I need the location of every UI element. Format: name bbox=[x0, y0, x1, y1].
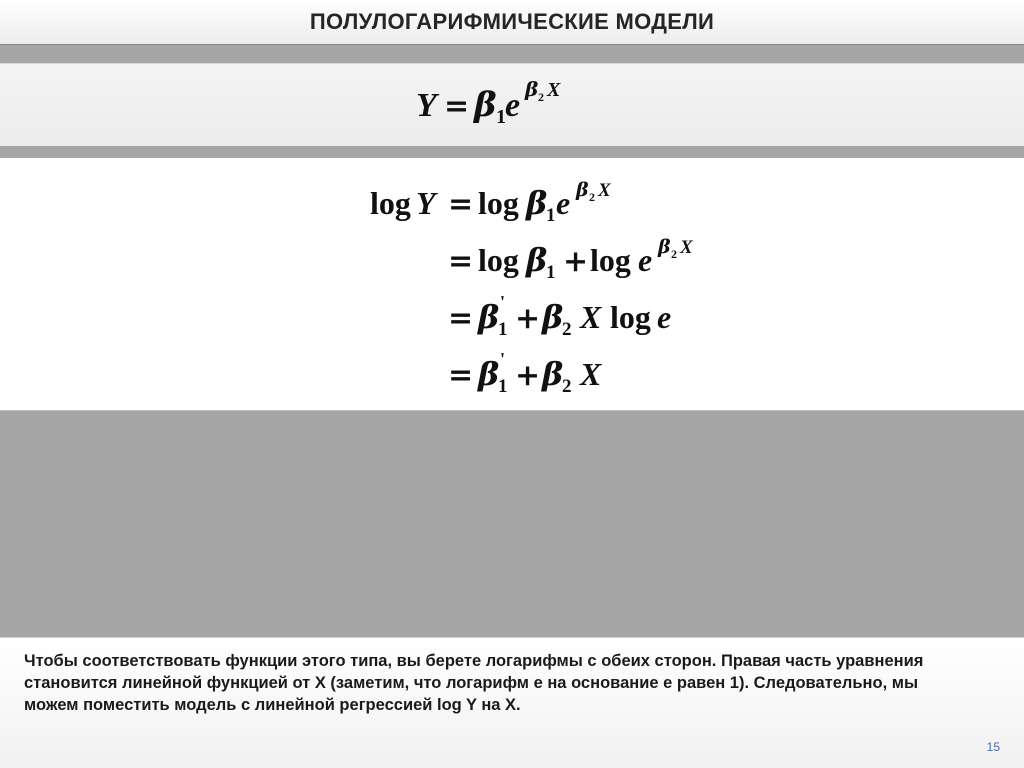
title-bar bbox=[0, 0, 1024, 45]
line2-beta1-sub: 1 bbox=[546, 262, 556, 283]
line2-exp-beta2-sub: 2 bbox=[671, 247, 677, 261]
line1-equals: = bbox=[448, 187, 474, 222]
line3-prime: ' bbox=[500, 292, 506, 312]
line1-exp-beta2-sub: 2 bbox=[589, 190, 595, 204]
eq-lhs-Y: Y bbox=[416, 87, 437, 124]
explanation-panel bbox=[0, 637, 1024, 768]
eq-beta1-sub: 1 bbox=[496, 106, 506, 128]
line1-e: e bbox=[556, 185, 571, 221]
line1-beta1-sub: 1 bbox=[546, 205, 556, 226]
line3-X: X bbox=[580, 299, 602, 335]
explanation-text: Чтобы соответствовать функции этого типа, вы берете логарифмы с обеих сторон. Правая часть уравнения становится линейной функцией от X (заметим, что логарифм e на основание e равен 1). Следовательно, мы можем поместить модель с линейной регрессией log Y на X. bbox=[24, 652, 924, 714]
line2-exp-beta2: β bbox=[658, 236, 671, 258]
line3-beta2-sub: 2 bbox=[562, 319, 572, 340]
line2-log: log bbox=[478, 242, 519, 278]
line3-beta2: β bbox=[542, 298, 564, 336]
derivation-panel bbox=[0, 158, 1024, 411]
line4-beta2: β bbox=[542, 355, 564, 393]
line1-log: log bbox=[370, 185, 411, 221]
derivation-equations bbox=[0, 158, 1024, 410]
page-number: 15 bbox=[986, 740, 1000, 754]
line2-beta1: β bbox=[526, 241, 548, 279]
line4-prime: ' bbox=[500, 349, 506, 369]
line1-beta1: β bbox=[526, 184, 548, 222]
line4-plus: + bbox=[515, 358, 541, 393]
line3-log: log bbox=[610, 299, 651, 335]
eq-exp-beta2: β bbox=[525, 77, 539, 101]
eq-equals: = bbox=[444, 89, 470, 124]
line2-equals: = bbox=[448, 244, 474, 279]
line1-exp-beta2: β bbox=[576, 179, 589, 201]
slide-title: ПОЛУЛОГАРИФМИЧЕСКИЕ МОДЕЛИ bbox=[309, 9, 715, 34]
separator-band bbox=[0, 45, 1024, 63]
line2-e: e bbox=[638, 242, 653, 278]
line2-log2: log bbox=[590, 242, 631, 278]
line4-X: X bbox=[580, 356, 602, 392]
line1-log2: log bbox=[478, 185, 519, 221]
main-equation-panel bbox=[0, 63, 1024, 147]
eq-base-e: e bbox=[505, 87, 521, 124]
line3-beta1: β bbox=[478, 298, 500, 336]
line3-e: e bbox=[657, 299, 672, 335]
line1-exp-X: X bbox=[598, 180, 611, 201]
main-equation bbox=[0, 64, 1024, 146]
line4-equals: = bbox=[448, 358, 474, 393]
eq-beta1: β bbox=[474, 85, 497, 125]
eq-exp-beta2-sub: 2 bbox=[538, 90, 544, 104]
line2-exp-X: X bbox=[680, 237, 693, 258]
separator-band-2 bbox=[0, 146, 1024, 158]
line4-beta2-sub: 2 bbox=[562, 376, 572, 397]
line1-Y: Y bbox=[416, 185, 436, 221]
eq-exp-X: X bbox=[547, 79, 561, 101]
line3-equals: = bbox=[448, 301, 474, 336]
line3-beta1-sub: 1 bbox=[498, 319, 508, 340]
line4-beta1: β bbox=[478, 355, 500, 393]
line4-beta1-sub: 1 bbox=[498, 376, 508, 397]
line3-plus: + bbox=[515, 301, 541, 336]
line2-plus: + bbox=[563, 244, 589, 279]
empty-gray-area bbox=[0, 411, 1024, 637]
